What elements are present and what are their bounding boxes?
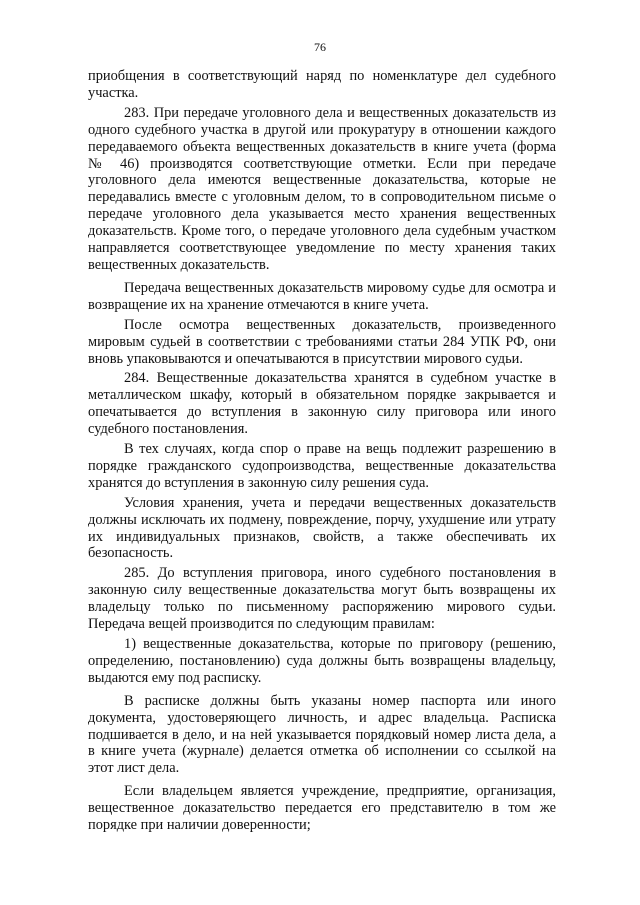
paragraph-284: 284. Вещественные доказательства хранятся в судебном участке в металлическом шкафу, который в обязательном порядке закрывается и опечатывается до вступления в законную силу приговора или иного судебного постановления. <box>88 370 556 438</box>
paragraph-285: 285. До вступления приговора, иного судебного постановления в законную силу вещественные доказательства могут быть возвращены их владельцу только по письменному распоряжению мирового судьи. Передача вещей производится по следующим правилам: <box>88 565 556 633</box>
paragraph-civil-dispute: В тех случаях, когда спор о праве на вещь подлежит разрешению в порядке гражданского судопроизводства, вещественные доказательства хранятся до вступления в законную силу решения суда. <box>88 441 556 491</box>
paragraph-storage-conditions: Условия хранения, учета и передачи вещественных доказательств должны исключать их подмену, повреждение, порчу, ухудшение или утрату их индивидуальных признаков, свойств, а также обеспечивать их безопасность. <box>88 494 556 562</box>
document-body <box>88 68 556 837</box>
paragraph-continuation: приобщения в соответствующий наряд по номенклатуре дел судебного участка. <box>88 68 556 101</box>
paragraph-organization-owner: Если владельцем является учреждение, предприятие, организация, вещественное доказательство передается его представителю в том же порядке при наличии доверенности; <box>88 783 556 834</box>
page-number: 76 <box>314 40 326 54</box>
paragraph-receipt: В расписке должны быть указаны номер паспорта или иного документа, удостоверяющего личность, и адрес владельца. Расписка подшивается в дело, и на ней указывается порядковый номер листа дела, а в книге учета (журнале) делается отметка об исполнении со ссылкой на этот лист дела. <box>88 692 556 777</box>
paragraph-after-inspection: После осмотра вещественных доказательств, произведенного мировым судьей в соответствии с требованиями статьи 284 УПК РФ, они вновь упаковываются и опечатываются в присутствии мирового судьи. <box>88 316 556 367</box>
paragraph-rule-1: 1) вещественные доказательства, которые по приговору (решению, определению, постановлению) суда должны быть возвращены владельцу, выдаются ему под расписку. <box>88 636 556 686</box>
paragraph-283: 283. При передаче уголовного дела и вещественных доказательств из одного судебного участка в другой или прокуратуру в отношении каждого передаваемого объекта вещественных доказательств в книге учета (форма № 46) производятся соответствующие отметки. Если при передаче уголовного дела имеются вещественные доказательства, которые не передавались вместе с уголовным делом, то в сопроводительном письме о передаче уголовного дела указывается место хранения вещественных доказательств. Кроме того, о передаче уголовного дела судебным участком направляется соответствующее уведомление по месту хранения таких вещественных доказательств. <box>88 104 556 273</box>
paragraph-transfer-to-judge: Передача вещественных доказательств мировому судье для осмотра и возвращение их на хранение отмечаются в книге учета. <box>88 279 556 313</box>
